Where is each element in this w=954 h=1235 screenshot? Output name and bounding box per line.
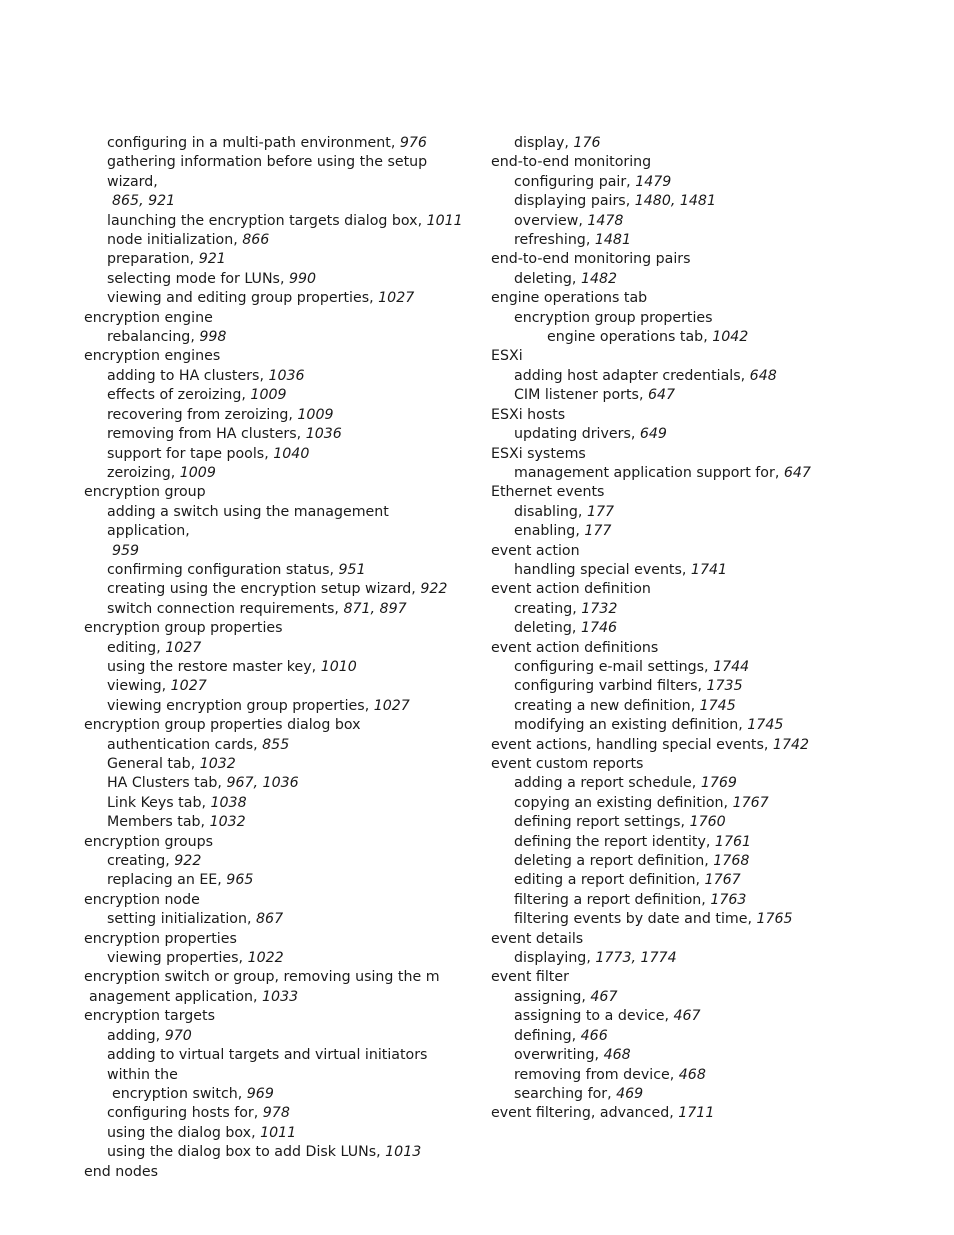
entry-pages: 1769 xyxy=(700,775,737,792)
entry-term: defining xyxy=(514,1027,572,1044)
entry-term: event filtering, advanced xyxy=(491,1105,670,1122)
entry-term: Link Keys tab xyxy=(107,794,202,811)
index-entry: support for tape pools, 1040 xyxy=(107,445,310,462)
entry-continuation: anagement application, 1033 xyxy=(89,988,299,1005)
entry-pages: 647 xyxy=(647,387,676,404)
entry-term: Members tab xyxy=(107,814,201,831)
entry-pages: 1746 xyxy=(580,620,618,637)
entry-pages: 1732 xyxy=(581,600,618,617)
entry-continuation xyxy=(107,192,464,211)
index-entry: adding host adapter credentials, 648 xyxy=(514,367,777,384)
index-entry: General tab, 1032 xyxy=(107,756,236,772)
entry-term: event action xyxy=(491,542,580,559)
entry-term: encryption groups xyxy=(84,833,214,850)
entry-pages: 976 xyxy=(399,135,427,151)
index-entry: replacing an EE, 965 xyxy=(107,872,254,889)
entry-pages: 1763 xyxy=(710,891,747,908)
entry-term: support for tape pools xyxy=(107,445,265,462)
entry-term: General tab xyxy=(107,756,191,772)
entry-term: switch connection requirements xyxy=(107,600,335,617)
entry-term: engine operations tab xyxy=(547,329,704,346)
entry-term: encryption targets xyxy=(84,1008,215,1025)
entry-term: encryption group properties dialog box xyxy=(84,717,361,734)
index-entry: creating, 922 xyxy=(107,853,202,870)
entry-term: defining report settings xyxy=(514,814,681,831)
index-entry: recovering from zeroizing, 1009 xyxy=(107,406,334,423)
entry-term: creating xyxy=(107,853,166,870)
entry-pages: 468 xyxy=(678,1066,706,1083)
entry-pages: 1036 xyxy=(305,426,342,443)
entry-pages: 1767 xyxy=(732,794,769,811)
entry-pages: 177 xyxy=(586,503,615,520)
entry-term: handling special events xyxy=(514,561,682,578)
entry-pages: 467 xyxy=(590,988,618,1005)
entry-pages: 467 xyxy=(673,1008,701,1025)
index-entry xyxy=(491,289,871,308)
index-entry xyxy=(491,580,871,599)
entry-term: event action definitions xyxy=(491,639,659,656)
entry-pages: 865, 921 xyxy=(112,193,176,210)
index-entry xyxy=(491,250,871,269)
entry-pages: 855 xyxy=(262,736,290,753)
index-column-left xyxy=(84,134,464,1182)
entry-pages: 921 xyxy=(198,251,226,268)
entry-term: gathering information before using the setup wizard xyxy=(107,154,428,190)
index-entry: updating drivers, 649 xyxy=(514,426,667,443)
entry-term: engine operations tab xyxy=(491,290,648,307)
entry-term: assigning to a device xyxy=(514,1008,665,1025)
index-entry: configuring in a multi-path environment, 976 xyxy=(107,135,427,151)
index-entry: assigning, 467 xyxy=(514,988,618,1005)
index-entry: viewing, 1027 xyxy=(107,678,207,695)
entry-term: assigning xyxy=(514,988,582,1005)
entry-term: selecting mode for LUNs xyxy=(107,270,280,287)
entry-term: viewing properties xyxy=(107,950,239,967)
entry-term: displaying xyxy=(514,950,587,967)
entry-term: encryption properties xyxy=(84,930,237,947)
index-entry: setting initialization, 867 xyxy=(107,911,284,928)
entry-pages: 1481 xyxy=(594,232,631,249)
entry-term: end-to-end monitoring xyxy=(491,154,652,171)
entry-term: recovering from zeroizing xyxy=(107,406,289,423)
index-entry: handling special events, 1741 xyxy=(514,561,728,578)
index-entry: display, 176 xyxy=(514,135,601,151)
index-entry: selecting mode for LUNs, 990 xyxy=(107,270,317,287)
index-entry xyxy=(84,930,464,949)
entry-pages: 1027 xyxy=(373,697,410,714)
entry-pages: 990 xyxy=(288,270,317,287)
entry-term: overwriting xyxy=(514,1047,595,1064)
entry-pages: 1765 xyxy=(756,911,793,928)
index-entry: removing from HA clusters, 1036 xyxy=(107,426,342,443)
entry-term: configuring e-mail settings xyxy=(514,658,705,675)
entry-pages: 1760 xyxy=(689,814,726,831)
entry-term: refreshing xyxy=(514,232,586,249)
entry-pages: 649 xyxy=(639,426,667,443)
index-entry: using the dialog box to add Disk LUNs, 1013 xyxy=(107,1144,422,1161)
index-entry: management application support for, 647 xyxy=(514,464,811,481)
index-entry: authentication cards, 855 xyxy=(107,736,290,753)
index-entry xyxy=(84,619,464,638)
index-entry: copying an existing definition, 1767 xyxy=(514,794,769,811)
index-entry: configuring e-mail settings, 1744 xyxy=(514,658,750,675)
entry-term: ESXi xyxy=(491,348,523,365)
entry-pages: 1009 xyxy=(250,387,287,404)
index-entry xyxy=(84,347,464,366)
entry-pages: 1038 xyxy=(210,794,247,811)
entry-pages: 1009 xyxy=(297,406,334,423)
index-entry xyxy=(84,1007,464,1026)
index-entry: displaying, 1773, 1774 xyxy=(514,950,677,967)
entry-pages: 1768 xyxy=(713,853,750,870)
entry-term: configuring hosts for xyxy=(107,1105,254,1122)
index-entry xyxy=(491,406,871,425)
index-entry: creating, 1732 xyxy=(514,600,618,617)
index-entry xyxy=(491,639,871,658)
entry-pages: 1745 xyxy=(699,697,736,714)
index-entry: deleting a report definition, 1768 xyxy=(514,853,750,870)
entry-term: launching the encryption targets dialog box xyxy=(107,212,418,229)
index-entry: deleting, 1746 xyxy=(514,620,618,637)
entry-pages: 1022 xyxy=(247,950,284,967)
entry-term: confirming configuration status xyxy=(107,561,330,578)
entry-term: removing from HA clusters xyxy=(107,426,297,443)
entry-term: editing a report definition xyxy=(514,872,696,889)
index-entry: effects of zeroizing, 1009 xyxy=(107,387,287,404)
entry-pages: 1033 xyxy=(262,988,299,1005)
index-entry: enabling, 177 xyxy=(514,523,612,540)
index-entry: overwriting, 468 xyxy=(514,1047,631,1064)
entry-pages: 1767 xyxy=(704,872,741,889)
entry-term: rebalancing xyxy=(107,329,191,346)
index-entry xyxy=(491,153,871,172)
entry-pages: 871, 897 xyxy=(343,600,407,617)
entry-pages: 1478 xyxy=(587,212,624,229)
index-entry: refreshing, 1481 xyxy=(514,232,631,249)
entry-pages: 959 xyxy=(112,542,140,559)
entry-pages: 1742 xyxy=(772,736,810,753)
index-entry xyxy=(491,309,871,328)
entry-pages: 967, 1036 xyxy=(226,775,299,792)
entry-pages: 1027 xyxy=(170,678,207,695)
index-entry: displaying pairs, 1480, 1481 xyxy=(514,193,716,210)
index-entry: viewing encryption group properties, 1027 xyxy=(107,697,410,714)
entry-term: deleting a report definition xyxy=(514,853,705,870)
entry-pages: 1027 xyxy=(165,639,202,656)
entry-term: event filter xyxy=(491,969,569,986)
index-entry: viewing and editing group properties, 1027 xyxy=(107,290,415,307)
index-entry xyxy=(491,347,871,366)
entry-pages: 969 xyxy=(246,1085,274,1102)
index-entry: event actions, handling special events, 1742 xyxy=(491,736,810,753)
index-entry: adding a report schedule, 1769 xyxy=(514,775,737,792)
entry-term: adding to virtual targets and virtual initiators within the xyxy=(107,1047,428,1083)
index-entry: launching the encryption targets dialog box, 1011 xyxy=(107,212,463,229)
entry-pages: 866 xyxy=(242,232,270,249)
entry-term: end nodes xyxy=(84,1163,159,1180)
index-entry: rebalancing, 998 xyxy=(107,329,227,346)
entry-continuation: encryption switch, 969 xyxy=(112,1085,274,1102)
entry-term: configuring pair xyxy=(514,173,627,190)
entry-pages: 951 xyxy=(338,561,366,578)
index-entry: defining, 466 xyxy=(514,1027,608,1044)
entry-term: zeroizing xyxy=(107,464,171,481)
entry-term: event actions, handling special events xyxy=(491,736,764,753)
entry-term: creating a new definition xyxy=(514,697,691,714)
entry-term: CIM listener ports xyxy=(514,387,639,404)
index-entry xyxy=(491,483,871,502)
index-entry xyxy=(84,309,464,328)
entry-pages: 1735 xyxy=(706,678,743,695)
entry-term: defining the report identity xyxy=(514,833,706,850)
entry-term: viewing and editing group properties xyxy=(107,290,370,307)
index-entry: filtering a report definition, 1763 xyxy=(514,891,747,908)
entry-term: encryption switch xyxy=(112,1085,238,1102)
entry-pages: 176 xyxy=(573,135,601,151)
entry-term: preparation xyxy=(107,251,190,268)
index-entry: Link Keys tab, 1038 xyxy=(107,794,247,811)
entry-pages: 1480, 1481 xyxy=(634,193,716,210)
entry-term: display xyxy=(514,135,565,151)
entry-pages: 177 xyxy=(584,523,612,540)
entry-pages: 648 xyxy=(749,367,777,384)
index-entry: disabling, 177 xyxy=(514,503,615,520)
entry-term: using the dialog box xyxy=(107,1124,252,1141)
entry-term: removing from device xyxy=(514,1066,670,1083)
entry-pages: 1011 xyxy=(260,1124,297,1141)
index-entry: using the dialog box, 1011 xyxy=(107,1124,297,1141)
index-entry: engine operations tab, 1042 xyxy=(547,329,749,346)
index-entry xyxy=(491,755,871,774)
entry-pages: 998 xyxy=(199,329,227,346)
entry-term: event custom reports xyxy=(491,756,644,772)
index-entry: adding, 970 xyxy=(107,1027,192,1044)
entry-term: adding host adapter credentials xyxy=(514,367,741,384)
entry-term: viewing xyxy=(107,678,162,695)
entry-pages: 970 xyxy=(164,1027,192,1044)
index-entry: CIM listener ports, 647 xyxy=(514,387,676,404)
entry-pages: 1027 xyxy=(378,290,415,307)
index-entry xyxy=(491,542,871,561)
entry-term: filtering a report definition xyxy=(514,891,702,908)
entry-term: configuring in a multi-path environment xyxy=(107,135,391,151)
entry-term: copying an existing definition xyxy=(514,794,724,811)
index-entry xyxy=(84,1046,464,1104)
entry-term: replacing an EE xyxy=(107,872,218,889)
entry-pages: 647 xyxy=(783,464,811,481)
index-entry: switch connection requirements, 871, 897 xyxy=(107,600,407,617)
entry-pages: 1479 xyxy=(635,173,672,190)
entry-pages: 965 xyxy=(226,872,254,889)
entry-pages: 1032 xyxy=(209,814,246,831)
entry-term: event action definition xyxy=(491,581,651,598)
entry-pages: 922 xyxy=(420,581,448,598)
index-entry: editing, 1027 xyxy=(107,639,202,656)
entry-pages: 1010 xyxy=(320,658,357,675)
entry-term: encryption engines xyxy=(84,348,221,365)
entry-pages: 1482 xyxy=(580,270,618,287)
index-entry: creating a new definition, 1745 xyxy=(514,697,736,714)
entry-term: encryption switch or group, removing using the m xyxy=(84,969,440,986)
index-entry: editing a report definition, 1767 xyxy=(514,872,741,889)
entry-term: using the dialog box to add Disk LUNs xyxy=(107,1144,377,1161)
index-entry: creating using the encryption setup wizard, 922 xyxy=(107,581,448,598)
entry-term: using the restore master key xyxy=(107,658,312,675)
entry-pages: 1040 xyxy=(273,445,310,462)
index-entry xyxy=(84,483,464,502)
entry-term: enabling xyxy=(514,523,576,540)
index-entry xyxy=(491,930,871,949)
entry-term: displaying pairs xyxy=(514,193,626,210)
entry-term: ESXi hosts xyxy=(491,406,566,423)
entry-term: encryption engine xyxy=(84,309,213,326)
entry-pages: 1009 xyxy=(179,464,216,481)
entry-term: creating using the encryption setup wizard xyxy=(107,581,412,598)
index-entry: event filtering, advanced, 1711 xyxy=(491,1105,715,1122)
index-entry: searching for, 469 xyxy=(514,1085,644,1102)
entry-term: creating xyxy=(514,600,573,617)
entry-term: setting initialization xyxy=(107,911,247,928)
entry-pages: 1773, 1774 xyxy=(595,950,677,967)
index-entry: configuring hosts for, 978 xyxy=(107,1105,290,1122)
entry-term: adding a switch using the management application xyxy=(107,503,389,540)
entry-continuation xyxy=(107,542,464,561)
entry-term: overview xyxy=(514,212,579,229)
entry-term: filtering events by date and time xyxy=(514,911,748,928)
index-entry: adding to HA clusters, 1036 xyxy=(107,367,305,384)
index-entry xyxy=(84,891,464,910)
entry-pages: 469 xyxy=(616,1085,644,1102)
index-entry: confirming configuration status, 951 xyxy=(107,561,366,578)
entry-term: adding to HA clusters xyxy=(107,367,260,384)
entry-term: encryption node xyxy=(84,891,200,908)
index-entry: gathering information before using the setup wizard, 865, 921 xyxy=(84,153,464,211)
entry-pages: 922 xyxy=(174,853,202,870)
index-entry: adding a switch using the management application, 959 xyxy=(84,503,464,561)
entry-pages: 1761 xyxy=(714,833,752,850)
entry-term: updating drivers xyxy=(514,426,631,443)
entry-pages: 1745 xyxy=(747,717,784,734)
index-entry: assigning to a device, 467 xyxy=(514,1008,701,1025)
entry-term: effects of zeroizing xyxy=(107,387,242,404)
index-entry xyxy=(84,1163,464,1182)
entry-term: encryption group properties xyxy=(84,620,283,637)
index-entry: configuring pair, 1479 xyxy=(514,173,672,190)
index-entry: defining report settings, 1760 xyxy=(514,814,726,831)
index-entry xyxy=(84,833,464,852)
index-entry: viewing properties, 1022 xyxy=(107,950,284,967)
entry-term: editing xyxy=(107,639,157,656)
entry-pages: 468 xyxy=(603,1047,631,1064)
entry-term: ESXi systems xyxy=(491,445,586,462)
index-entry: filtering events by date and time, 1765 xyxy=(514,911,793,928)
entry-pages: 867 xyxy=(256,911,284,928)
index-entry xyxy=(491,445,871,464)
index-entry: defining the report identity, 1761 xyxy=(514,833,752,850)
entry-term: encryption group xyxy=(84,484,206,501)
entry-term: disabling xyxy=(514,503,578,520)
entry-term: configuring varbind filters xyxy=(514,678,698,695)
entry-term: modifying an existing definition xyxy=(514,717,739,734)
entry-term: end-to-end monitoring pairs xyxy=(491,251,691,268)
entry-term: deleting xyxy=(514,270,572,287)
entry-term: node initialization xyxy=(107,232,234,249)
entry-term: authentication cards xyxy=(107,736,254,753)
entry-term: viewing encryption group properties xyxy=(107,697,365,714)
entry-pages: 1741 xyxy=(690,561,728,578)
index-entry: modifying an existing definition, 1745 xyxy=(514,717,784,734)
entry-term: HA Clusters tab xyxy=(107,775,218,792)
index-entry: HA Clusters tab, 967, 1036 xyxy=(107,775,299,792)
entry-pages: 978 xyxy=(262,1105,290,1122)
index-entry: zeroizing, 1009 xyxy=(107,464,216,481)
index-entry: using the restore master key, 1010 xyxy=(107,658,357,675)
index-entry xyxy=(84,968,464,1007)
index-entry: node initialization, 866 xyxy=(107,232,270,249)
entry-pages: 1011 xyxy=(426,212,463,229)
index-entry xyxy=(491,968,871,987)
entry-term: adding a report schedule xyxy=(514,775,692,792)
index-entry: overview, 1478 xyxy=(514,212,624,229)
entry-term: event details xyxy=(491,930,584,947)
entry-term: adding xyxy=(107,1027,156,1044)
entry-term: deleting xyxy=(514,620,572,637)
index-entry xyxy=(84,716,464,735)
index-entry: configuring varbind filters, 1735 xyxy=(514,678,743,695)
index-column-right xyxy=(491,134,871,1124)
entry-pages: 1744 xyxy=(713,658,750,675)
entry-term: Ethernet events xyxy=(491,484,605,501)
entry-pages: 1711 xyxy=(678,1105,715,1122)
entry-pages: 1013 xyxy=(385,1144,422,1161)
entry-term: encryption group properties xyxy=(514,309,713,326)
index-entry: preparation, 921 xyxy=(107,251,226,268)
entry-pages: 1032 xyxy=(199,756,236,772)
entry-term: searching for xyxy=(514,1085,608,1102)
index-entry: removing from device, 468 xyxy=(514,1066,706,1083)
entry-pages: 1036 xyxy=(268,367,305,384)
index-entry: Members tab, 1032 xyxy=(107,814,246,831)
entry-term: anagement application xyxy=(89,988,253,1005)
index-entry: deleting, 1482 xyxy=(514,270,618,287)
entry-pages: 466 xyxy=(580,1027,608,1044)
entry-term: management application support for xyxy=(514,464,775,481)
entry-pages: 1042 xyxy=(712,329,749,346)
